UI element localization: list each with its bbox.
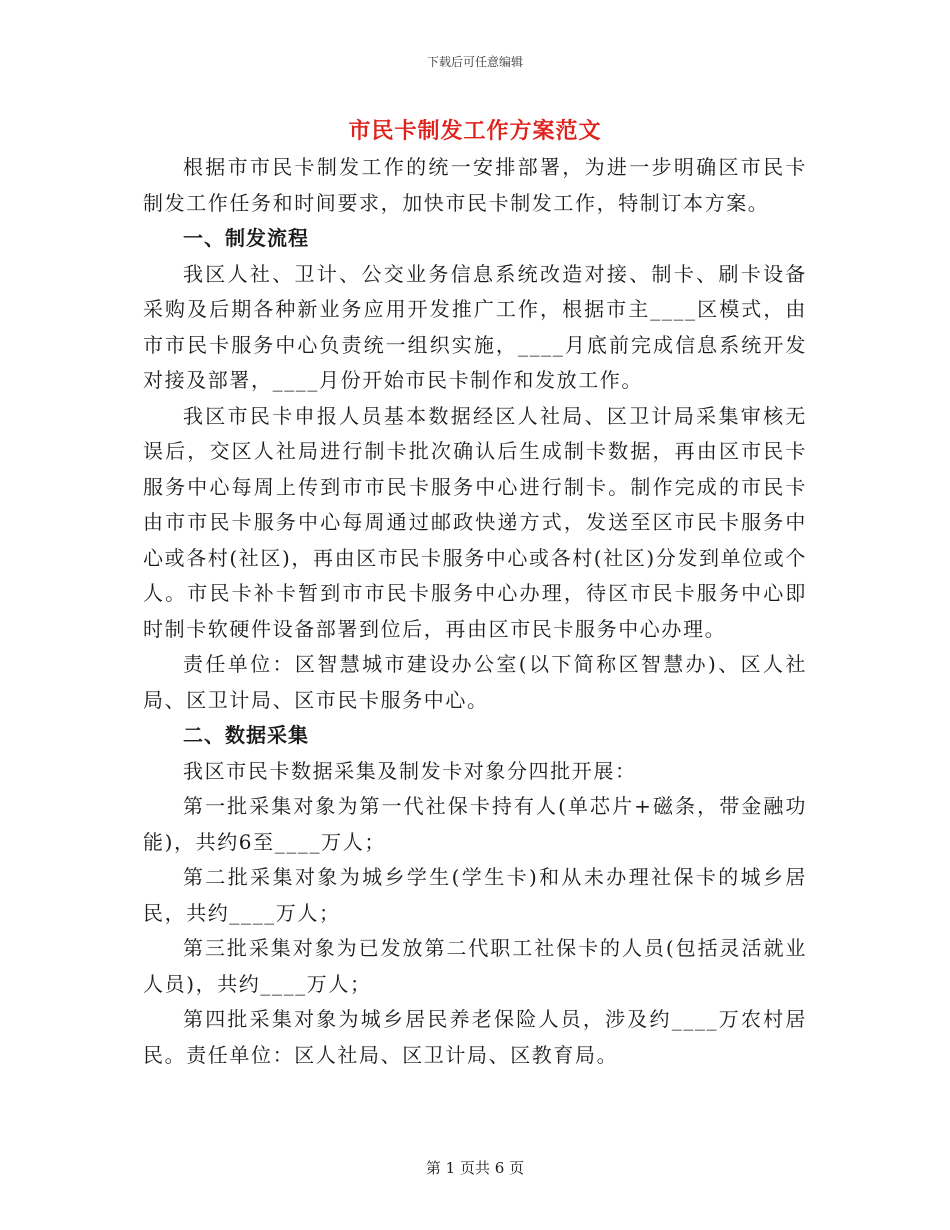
document-body	[143, 150, 807, 1073]
process-paragraph-1: 我区人社、卫计、公交业务信息系统改造对接、制卡、刷卡设备采购及后期各种新业务应用开发推广工作，根据市主____区模式，由市市民卡服务中心负责统一组织实施，____月底前完成信息系统开发对接及部署，____月份开始市民卡制作和发放工作。	[143, 261, 807, 392]
page-header-note: 下载后可任意编辑	[426, 55, 523, 69]
document-title: 市民卡制发工作方案范文	[348, 118, 602, 144]
collection-intro: 我区市民卡数据采集及制发卡对象分四批开展：	[183, 758, 637, 783]
batch-4-paragraph: 第四批采集对象为城乡居民养老保险人员，涉及约____万农村居民。责任单位：区人社局、区卫计局、区教育局。	[143, 1007, 807, 1067]
intro-paragraph: 根据市市民卡制发工作的统一安排部署，为进一步明确区市民卡制发工作任务和时间要求，加快市民卡制发工作，特制订本方案。	[143, 155, 807, 215]
batch-2-paragraph: 第二批采集对象为城乡学生(学生卡)和从未办理社保卡的城乡居民，共约____万人；	[143, 865, 807, 925]
section-heading-data-collection: 二、数据采集	[183, 723, 309, 747]
section-heading-process: 一、制发流程	[183, 226, 309, 250]
process-responsibility: 责任单位：区智慧城市建设办公室(以下简称区智慧办)、区人社局、区卫计局、区市民卡服务中心。	[143, 652, 807, 712]
page-number: 第 1 页共 6 页	[425, 1159, 525, 1177]
batch-3-paragraph: 第三批采集对象为已发放第二代职工社保卡的人员(包括灵活就业人员)，共约____万人；	[143, 936, 807, 996]
process-paragraph-2: 我区市民卡申报人员基本数据经区人社局、区卫计局采集审核无误后，交区人社局进行制卡批次确认后生成制卡数据，再由区市民卡服务中心每周上传到市市民卡服务中心进行制卡。制作完成的市民卡由市市民卡服务中心每周通过邮政快递方式，发送至区市民卡服务中心或各村(社区)，再由区市民卡服务中心或各村(社区)分发到单位或个人。市民卡补卡暂到市市民卡服务中心办理，待区市民卡服务中心即时制卡软硬件设备部署到位后，再由区市民卡服务中心办理。	[143, 403, 808, 641]
batch-1-paragraph: 第一批采集对象为第一代社保卡持有人(单芯片+磁条，带金融功能)，共约6至____万人；	[143, 794, 807, 854]
